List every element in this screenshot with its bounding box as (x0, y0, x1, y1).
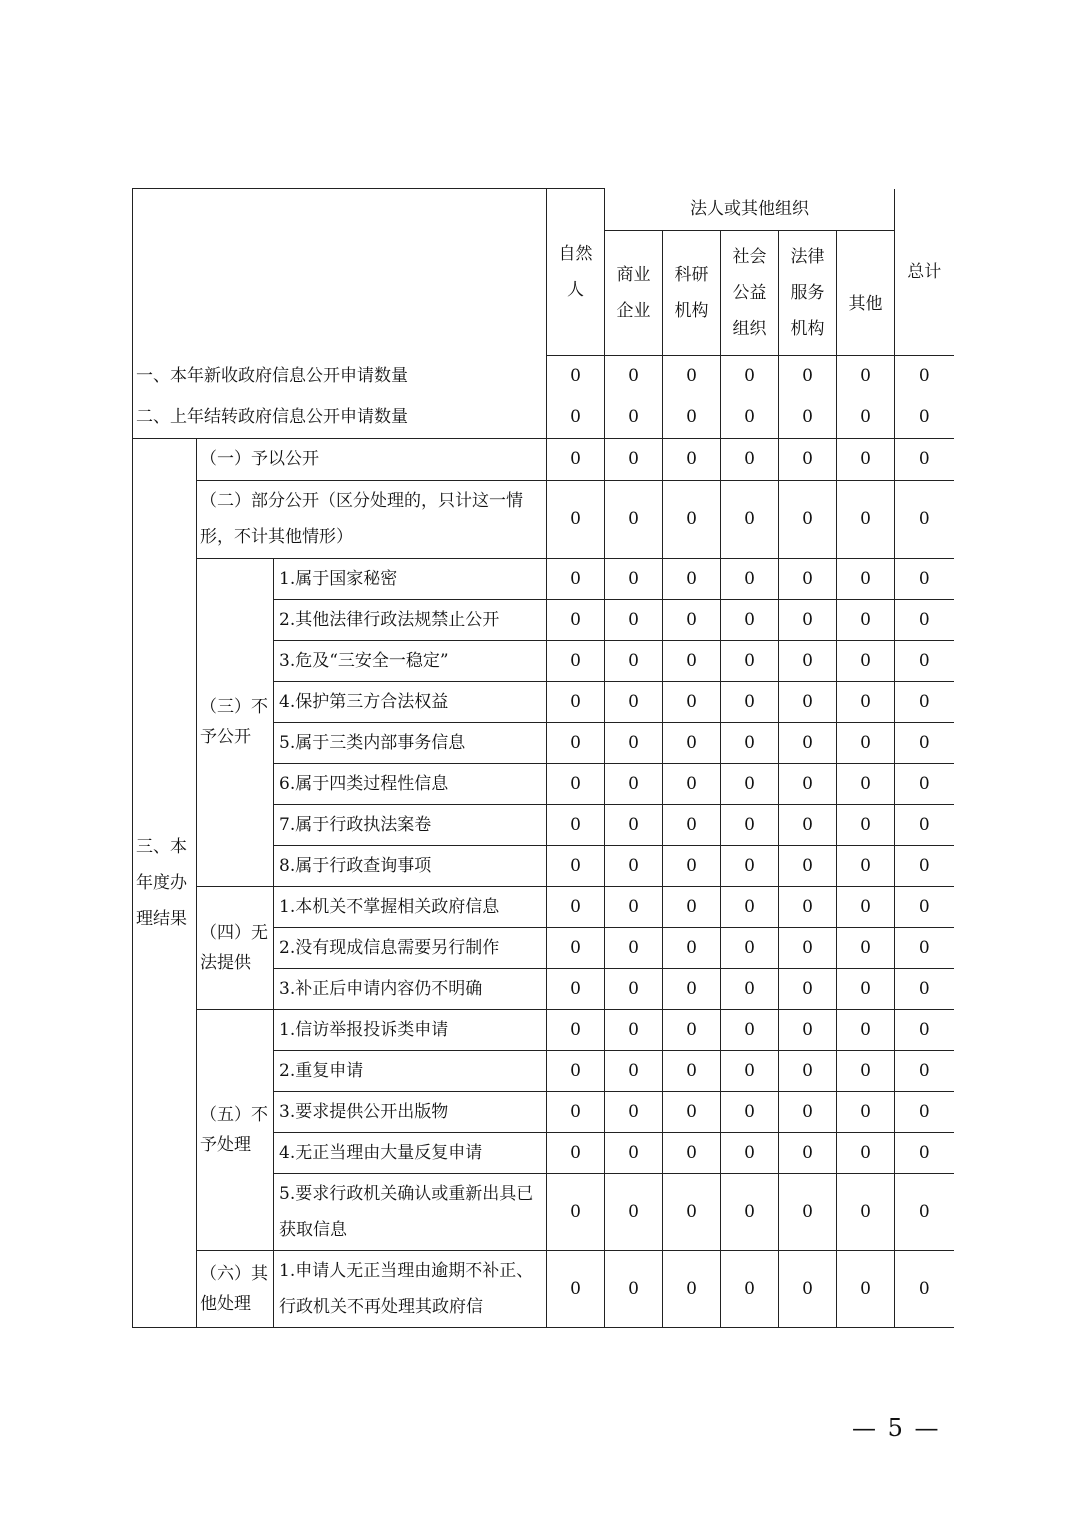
value-cell: 0 (895, 763, 954, 804)
value-cell: 0 (779, 681, 837, 722)
unable-group-label: （四）无 法提供 (197, 886, 274, 1009)
value-cell: 0 (663, 438, 721, 480)
value-cell: 0 (895, 397, 954, 439)
value-cell: 0 (663, 558, 721, 599)
value-cell: 0 (663, 1050, 721, 1091)
value-cell: 0 (721, 1091, 779, 1132)
value-cell: 0 (895, 968, 954, 1009)
header-legal-group: 法人或其他组织 (605, 189, 895, 231)
value-cell: 0 (779, 1173, 837, 1250)
value-cell: 0 (779, 1132, 837, 1173)
withhold-item-label: 5.属于三类内部事务信息 (274, 722, 547, 763)
value-cell: 0 (837, 845, 895, 886)
header-legal-service: 法律 服务 机构 (779, 230, 837, 355)
value-cell: 0 (605, 1173, 663, 1250)
value-cell: 0 (547, 1091, 605, 1132)
value-cell: 0 (895, 1050, 954, 1091)
value-cell: 0 (547, 845, 605, 886)
withhold-item-label: 8.属于行政查询事项 (274, 845, 547, 886)
value-cell: 0 (605, 722, 663, 763)
value-cell: 0 (895, 1132, 954, 1173)
value-cell: 0 (895, 640, 954, 681)
value-cell: 0 (547, 558, 605, 599)
value-cell: 0 (837, 681, 895, 722)
value-cell: 0 (605, 1050, 663, 1091)
value-cell: 0 (837, 927, 895, 968)
value-cell: 0 (721, 845, 779, 886)
value-cell: 0 (663, 599, 721, 640)
value-cell: 0 (721, 599, 779, 640)
value-cell: 0 (547, 968, 605, 1009)
value-cell: 0 (721, 480, 779, 558)
value-cell: 0 (837, 1173, 895, 1250)
value-cell: 0 (779, 886, 837, 927)
value-cell: 0 (547, 599, 605, 640)
value-cell: 0 (663, 397, 721, 439)
value-cell: 0 (721, 1250, 779, 1327)
value-cell: 0 (605, 480, 663, 558)
value-cell: 0 (721, 640, 779, 681)
value-cell: 0 (895, 804, 954, 845)
value-cell: 0 (721, 397, 779, 439)
value-cell: 0 (547, 1173, 605, 1250)
value-cell: 0 (895, 480, 954, 558)
value-cell: 0 (779, 1009, 837, 1050)
withhold-item-label: 4.保护第三方合法权益 (274, 681, 547, 722)
value-cell: 0 (721, 681, 779, 722)
value-cell: 0 (605, 1091, 663, 1132)
value-cell: 0 (895, 722, 954, 763)
value-cell: 0 (721, 355, 779, 397)
value-cell: 0 (895, 1173, 954, 1250)
header-blank-cell (133, 189, 547, 356)
value-cell: 0 (547, 886, 605, 927)
value-cell: 0 (605, 1009, 663, 1050)
value-cell: 0 (663, 640, 721, 681)
value-cell: 0 (837, 599, 895, 640)
value-cell: 0 (895, 1091, 954, 1132)
value-cell: 0 (605, 968, 663, 1009)
value-cell: 0 (547, 355, 605, 397)
value-cell: 0 (721, 558, 779, 599)
value-cell: 0 (721, 1009, 779, 1050)
value-cell: 0 (663, 1009, 721, 1050)
value-cell: 0 (721, 927, 779, 968)
value-cell: 0 (721, 886, 779, 927)
withhold-item-label: 7.属于行政执法案卷 (274, 804, 547, 845)
value-cell: 0 (721, 968, 779, 1009)
value-cell: 0 (837, 1250, 895, 1327)
value-cell: 0 (547, 722, 605, 763)
value-cell: 0 (605, 1250, 663, 1327)
value-cell: 0 (837, 397, 895, 439)
value-cell: 0 (779, 927, 837, 968)
header-research: 科研 机构 (663, 230, 721, 355)
value-cell: 0 (663, 763, 721, 804)
value-cell: 0 (837, 480, 895, 558)
value-cell: 0 (547, 763, 605, 804)
value-cell: 0 (721, 804, 779, 845)
value-cell: 0 (837, 1091, 895, 1132)
value-cell: 0 (895, 886, 954, 927)
value-cell: 0 (837, 1009, 895, 1050)
value-cell: 0 (779, 763, 837, 804)
value-cell: 0 (779, 1050, 837, 1091)
value-cell: 0 (547, 1009, 605, 1050)
row-new-requests-label: 一、本年新收政府信息公开申请数量 (133, 355, 547, 397)
value-cell: 0 (547, 480, 605, 558)
withhold-item-label: 2.其他法律行政法规禁止公开 (274, 599, 547, 640)
value-cell: 0 (663, 355, 721, 397)
header-public-welfare: 社会 公益 组织 (721, 230, 779, 355)
value-cell: 0 (837, 804, 895, 845)
value-cell: 0 (895, 599, 954, 640)
value-cell: 0 (547, 1132, 605, 1173)
not-processed-item-label: 4.无正当理由大量反复申请 (274, 1132, 547, 1173)
value-cell: 0 (605, 1132, 663, 1173)
value-cell: 0 (837, 1132, 895, 1173)
value-cell: 0 (779, 845, 837, 886)
value-cell: 0 (605, 927, 663, 968)
value-cell: 0 (605, 558, 663, 599)
value-cell: 0 (547, 804, 605, 845)
value-cell: 0 (605, 640, 663, 681)
unable-item-label: 3.补正后申请内容仍不明确 (274, 968, 547, 1009)
value-cell: 0 (547, 397, 605, 439)
header-other: 其他 (837, 230, 895, 355)
value-cell: 0 (779, 397, 837, 439)
page-number: — 5 — (852, 1414, 941, 1442)
value-cell: 0 (547, 438, 605, 480)
withhold-item-label: 1.属于国家秘密 (274, 558, 547, 599)
value-cell: 0 (837, 1050, 895, 1091)
value-cell: 0 (663, 886, 721, 927)
section-results-label: 三、本 年度办 理结果 (133, 438, 197, 1327)
value-cell: 0 (663, 480, 721, 558)
withhold-item-label: 6.属于四类过程性信息 (274, 763, 547, 804)
value-cell: 0 (663, 845, 721, 886)
value-cell: 0 (837, 968, 895, 1009)
row-carryover-label: 二、上年结转政府信息公开申请数量 (133, 397, 547, 439)
value-cell: 0 (663, 1091, 721, 1132)
value-cell: 0 (547, 927, 605, 968)
not-processed-item-label: 1.信访举报投诉类申请 (274, 1009, 547, 1050)
value-cell: 0 (547, 1250, 605, 1327)
value-cell: 0 (895, 845, 954, 886)
sub-open-label: （一）予以公开 (197, 438, 547, 480)
value-cell: 0 (605, 886, 663, 927)
value-cell: 0 (895, 355, 954, 397)
disclosure-table-sheet (132, 188, 953, 1328)
value-cell: 0 (721, 1050, 779, 1091)
withhold-group-label: （三）不 予公开 (197, 558, 274, 886)
value-cell: 0 (721, 1132, 779, 1173)
value-cell: 0 (605, 599, 663, 640)
disclosure-statistics-table (132, 188, 954, 1328)
not-processed-group-label: （五）不 予处理 (197, 1009, 274, 1250)
value-cell: 0 (779, 640, 837, 681)
value-cell: 0 (837, 438, 895, 480)
not-processed-item-label: 2.重复申请 (274, 1050, 547, 1091)
other-group-label: （六）其 他处理 (197, 1250, 274, 1327)
value-cell: 0 (605, 355, 663, 397)
value-cell: 0 (605, 438, 663, 480)
value-cell: 0 (837, 886, 895, 927)
value-cell: 0 (895, 438, 954, 480)
not-processed-item-label: 5.要求行政机关确认或重新出具已获取信息 (274, 1173, 547, 1250)
header-total: 总计 (895, 189, 954, 356)
value-cell: 0 (663, 722, 721, 763)
value-cell: 0 (779, 722, 837, 763)
value-cell: 0 (837, 558, 895, 599)
unable-item-label: 2.没有现成信息需要另行制作 (274, 927, 547, 968)
value-cell: 0 (837, 722, 895, 763)
header-commercial: 商业 企业 (605, 230, 663, 355)
value-cell: 0 (895, 1250, 954, 1327)
not-processed-item-label: 3.要求提供公开出版物 (274, 1091, 547, 1132)
value-cell: 0 (779, 804, 837, 845)
value-cell: 0 (663, 681, 721, 722)
value-cell: 0 (663, 927, 721, 968)
value-cell: 0 (895, 1009, 954, 1050)
value-cell: 0 (779, 599, 837, 640)
value-cell: 0 (547, 1050, 605, 1091)
value-cell: 0 (779, 1091, 837, 1132)
value-cell: 0 (663, 1250, 721, 1327)
value-cell: 0 (605, 845, 663, 886)
header-natural-person: 自然 人 (547, 189, 605, 356)
value-cell: 0 (779, 355, 837, 397)
value-cell: 0 (895, 558, 954, 599)
other-item-label: 1.申请人无正当理由逾期不补正、行政机关不再处理其政府信 (274, 1250, 547, 1327)
value-cell: 0 (605, 681, 663, 722)
value-cell: 0 (605, 763, 663, 804)
value-cell: 0 (721, 1173, 779, 1250)
value-cell: 0 (895, 927, 954, 968)
value-cell: 0 (547, 640, 605, 681)
value-cell: 0 (721, 438, 779, 480)
value-cell: 0 (547, 681, 605, 722)
value-cell: 0 (779, 438, 837, 480)
sub-partial-label: （二）部分公开（区分处理的，只计这一情形，不计其他情形） (197, 480, 547, 558)
value-cell: 0 (663, 804, 721, 845)
value-cell: 0 (663, 968, 721, 1009)
withhold-item-label: 3.危及“三安全一稳定” (274, 640, 547, 681)
value-cell: 0 (605, 397, 663, 439)
value-cell: 0 (663, 1173, 721, 1250)
unable-item-label: 1.本机关不掌握相关政府信息 (274, 886, 547, 927)
value-cell: 0 (663, 1132, 721, 1173)
value-cell: 0 (837, 640, 895, 681)
value-cell: 0 (721, 722, 779, 763)
value-cell: 0 (779, 968, 837, 1009)
value-cell: 0 (779, 480, 837, 558)
value-cell: 0 (837, 763, 895, 804)
value-cell: 0 (605, 804, 663, 845)
value-cell: 0 (779, 1250, 837, 1327)
value-cell: 0 (837, 355, 895, 397)
value-cell: 0 (895, 681, 954, 722)
value-cell: 0 (721, 763, 779, 804)
value-cell: 0 (779, 558, 837, 599)
